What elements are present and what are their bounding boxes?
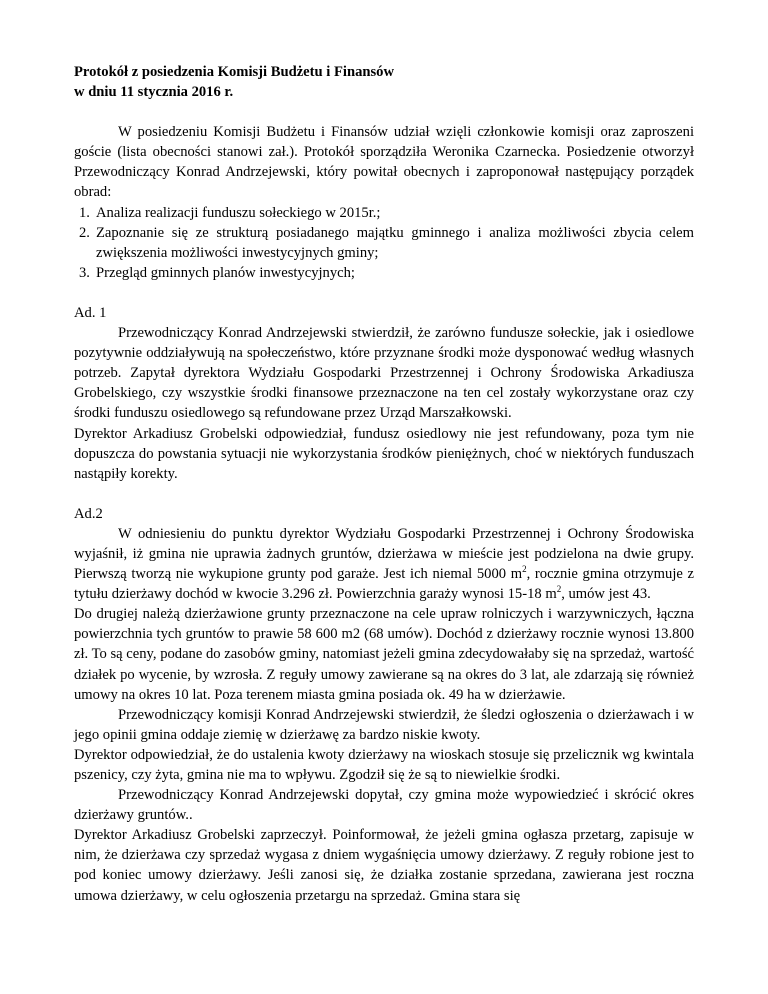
document-title	[74, 62, 694, 102]
title-line-1: Protokół z posiedzenia Komisji Budżetu i Finansów	[74, 64, 395, 80]
section-heading-ad1: Ad. 1	[74, 304, 107, 321]
agenda-item	[74, 223, 694, 263]
ad2-p1-part-b: , rocznie gmina otrzymuje z tytułu dzierżawy dochód w kwocie 3.296 zł. Powierzchnia garaży wynosi 15-18 m	[74, 566, 694, 603]
ad2-paragraph-6: Dyrektor Arkadiusz Grobelski zaprzeczył. Poinformował, że jeżeli gmina ogłasza przetarg, zapisuje w nim, że dzierżawa czy sprzedaż wygasa z dniem wygaśnięcia umowy dzierżawy. Z reguły robione jest to pod koniec umowy dzierżawy. Jeśli zanosi się, że działka zostanie sprzedana, zawierana jest roczna umowa dzierżawy, w celu ogłoszenia przetargu na sprzedaż. Gmina stara się	[74, 827, 694, 904]
superscript-2: 2	[522, 564, 527, 575]
agenda-item-number: 1.	[79, 204, 90, 221]
agenda-list	[74, 203, 694, 283]
ad2-paragraph-1	[74, 524, 694, 604]
ad2-p1-part-c: , umów jest 43.	[561, 586, 651, 603]
ad2-paragraph-5: Przewodniczący Konrad Andrzejewski dopytał, czy gmina może wypowiedzieć i skrócić okres dzierżawy gruntów..	[74, 787, 694, 824]
agenda-item	[74, 263, 694, 283]
agenda-item-text: Zapoznanie się ze strukturą posiadanego majątku gminnego i analiza możliwości zbycia celem zwiększenia możliwości inwestycyjnych gminy;	[96, 224, 694, 261]
ad2-p1-part-a: W odniesieniu do punktu dyrektor Wydziału Gospodarki Przestrzennej i Ochrony Środowiska wyjaśnił, iż gmina nie uprawia żadnych gruntów, dzierżawa w mieście jest podzielona na dwie grupy. Pierwszą tworzą nie wykupione grunty pod garaże. Jest ich niemal 5000 m	[74, 525, 694, 583]
title-line-2: w dniu 11 stycznia 2016 r.	[74, 84, 234, 101]
agenda-item	[74, 203, 694, 223]
agenda-item-text: Przegląd gminnych planów inwestycyjnych;	[96, 264, 355, 281]
agenda-item-text: Analiza realizacji funduszu sołeckiego w 2015r.;	[96, 204, 381, 221]
intro-paragraph: W posiedzeniu Komisji Budżetu i Finansów udział wzięli członkowie komisji oraz zaproszeni goście (lista obecności stanowi zał.). Protokół sporządziła Weronika Czarnecka. Posiedzenie otworzył Przewodniczący Konrad Andrzejewski, który powitał obecnych i zaproponował następujący porządek obrad:	[74, 124, 694, 201]
ad1-paragraph-2: Dyrektor Arkadiusz Grobelski odpowiedział, fundusz osiedlowy nie jest refundowany, poza tym nie dopuszcza do powstania sytuacji nie wykorzystania środków pieniężnych, choć w niektórych funduszach nastąpiły korekty.	[74, 425, 694, 482]
ad2-paragraph-2: Do drugiej należą dzierżawione grunty przeznaczone na cele upraw rolniczych i warzywniczych, łączna powierzchnia tych gruntów to prawie 58 600 m2 (68 umów). Dochód z dzierżawy rocznie wynosi 13.800 zł. To są ceny, podane do zasobów gminy, natomiast jeżeli gmina zdecydowałaby się na sprzedaż, wartość działek po wycenie, by wzrosła. Z reguły umowy zawierane są na okres do 3 lat, ale zdarzają się również umowy na okres 10 lat. Poza terenem miasta gmina posiada ok. 49 ha w dzierżawie.	[74, 606, 694, 703]
section-heading-ad2: Ad.2	[74, 505, 103, 522]
ad1-paragraph-1: Przewodniczący Konrad Andrzejewski stwierdził, że zarówno fundusze sołeckie, jak i osiedlowe pozytywnie oddziaływują na społeczeństwo, które przyznane środki może dysponować według własnych potrzeb. Zapytał dyrektora Wydziału Gospodarki Przestrzennej i Ochrony Środowiska Arkadiusza Grobelskiego, czy wszystkie środki finansowe przeznaczone na ten cel zostały wykorzystane oraz czy środki funduszu osiedlowego są refundowane przez Urząd Marszałkowski.	[74, 325, 694, 422]
agenda-item-number: 3.	[79, 264, 90, 281]
superscript-2: 2	[556, 584, 562, 595]
agenda-item-number: 2.	[79, 224, 90, 241]
ad2-paragraph-4: Dyrektor odpowiedział, że do ustalenia kwoty dzierżawy na wioskach stosuje się przelicznik wg kwintala pszenicy, czy żyta, gmina nie ma to wpływu. Zgodził się że są to niewielkie środki.	[74, 746, 694, 783]
ad2-paragraph-3: Przewodniczący komisji Konrad Andrzejewski stwierdził, że śledzi ogłoszenia o dzierżawach i w jego opinii gmina oddaje ziemię w dzierżawę za bardzo niskie kwoty.	[74, 706, 694, 743]
